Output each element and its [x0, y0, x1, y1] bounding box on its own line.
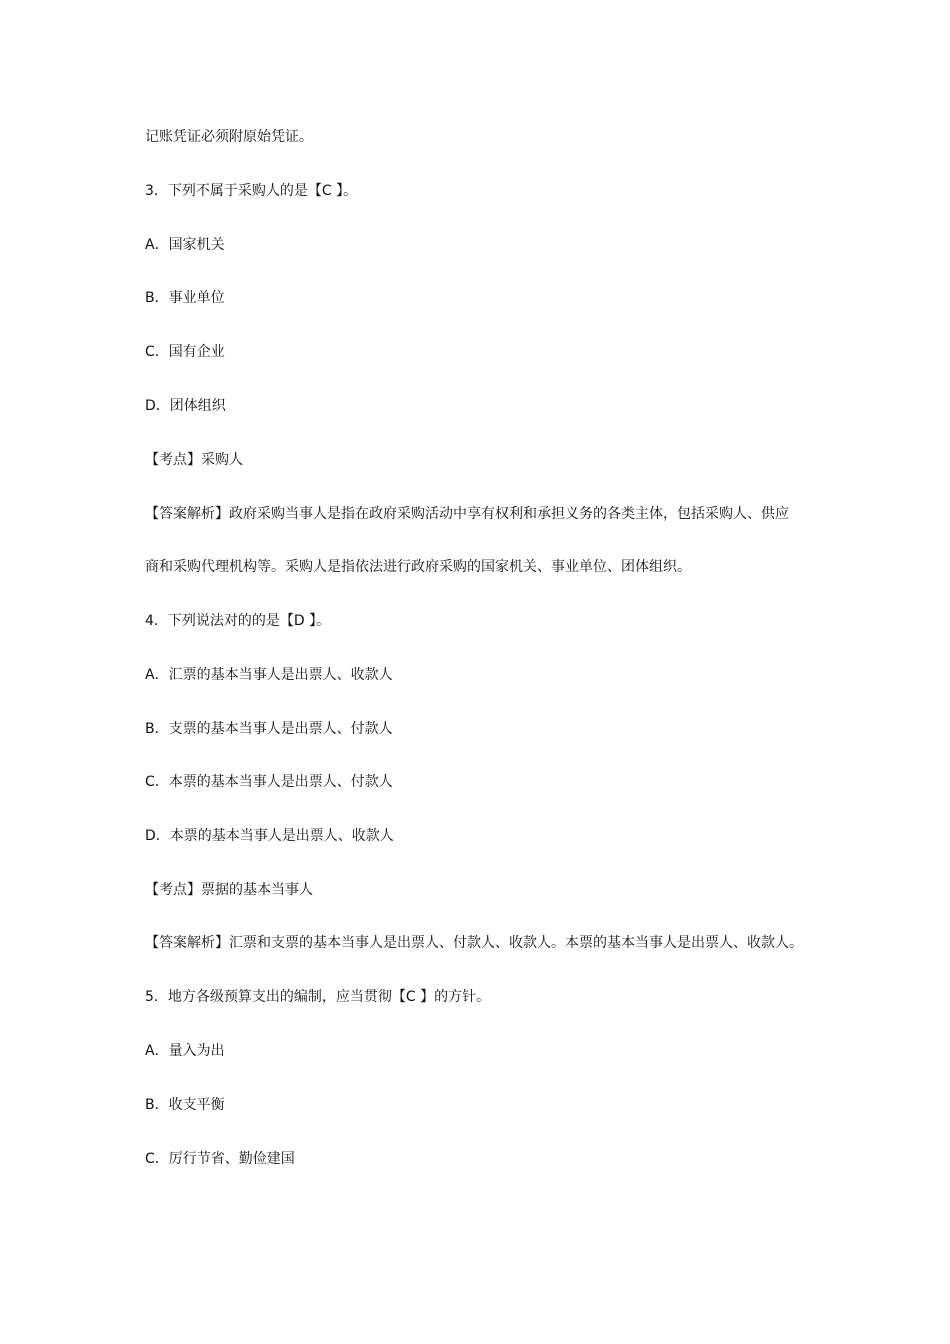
question-3: 3．下列不属于采购人的是【C 】。: [145, 183, 358, 199]
option-a: A．量入为出: [145, 1043, 225, 1059]
answer-explanation: 【答案解析】汇票和支票的基本当事人是出票人、付款人、收款人。本票的基本当事人是出票人、收款人。: [145, 935, 803, 951]
option-b: B．支票的基本当事人是出票人、付款人: [145, 721, 393, 737]
option-d: D．本票的基本当事人是出票人、收款人: [145, 828, 394, 844]
key-point: 【考点】票据的基本当事人: [145, 882, 313, 898]
option-a: A．国家机关: [145, 237, 225, 253]
question-4: 4．下列说法对的的是【D 】。: [145, 613, 331, 629]
option-c: C．国有企业: [145, 344, 225, 360]
answer-explanation-continued: 商和采购代理机构等。采购人是指依法进行政府采购的国家机关、事业单位、团体组织。: [145, 559, 691, 575]
option-b: B．事业单位: [145, 290, 225, 306]
text-line: 记账凭证必须附原始凭证。: [145, 129, 313, 145]
question-5: 5．地方各级预算支出的编制，应当贯彻【C 】的方针。: [145, 989, 491, 1005]
option-d: D．团体组织: [145, 398, 226, 414]
option-a: A．汇票的基本当事人是出票人、收款人: [145, 667, 393, 683]
key-point: 【考点】采购人: [145, 452, 243, 468]
option-c: C．厉行节省、勤俭建国: [145, 1151, 295, 1167]
option-b: B．收支平衡: [145, 1097, 225, 1113]
answer-explanation: 【答案解析】政府采购当事人是指在政府采购活动中享有权利和承担义务的各类主体，包括采购人、供应: [145, 506, 789, 522]
option-c: C．本票的基本当事人是出票人、付款人: [145, 774, 393, 790]
